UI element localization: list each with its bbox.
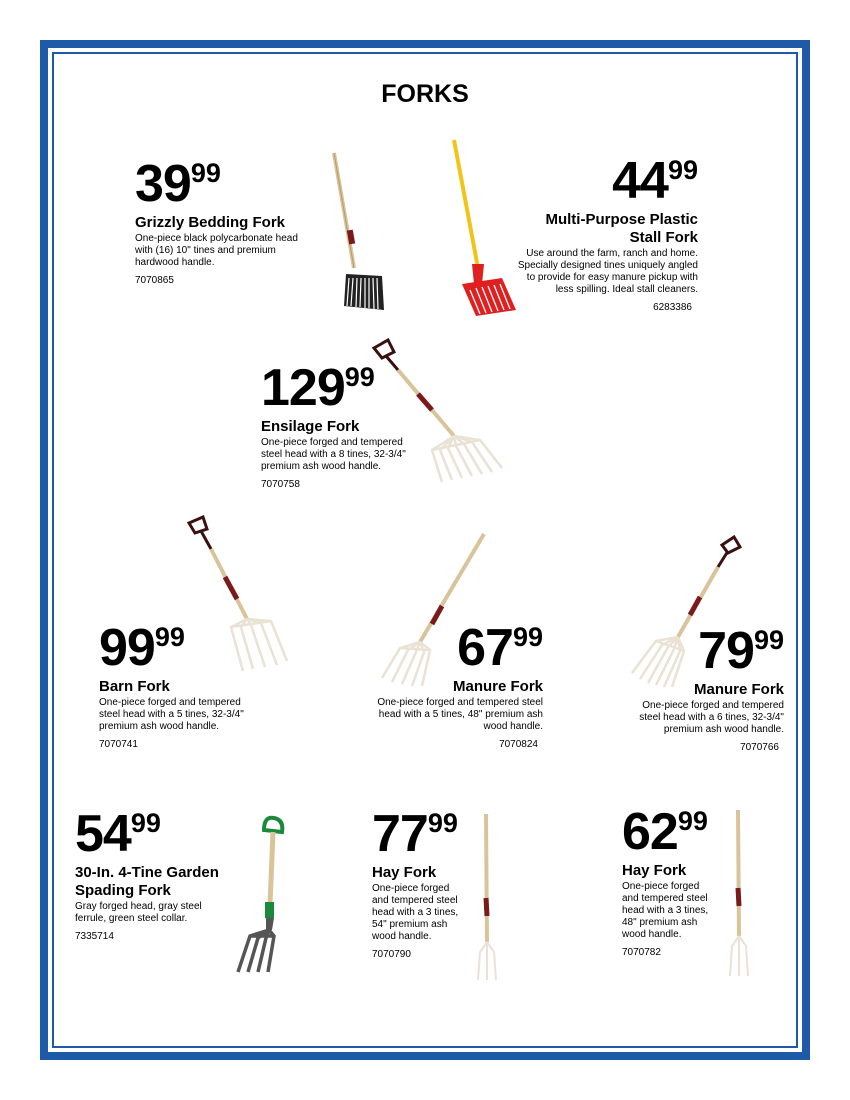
- price-dollars: 44: [612, 152, 668, 210]
- description-line: to provide for easy manure pickup with: [526, 272, 698, 283]
- description-line: One-piece forged and tempered: [99, 697, 241, 708]
- product-manure-fork-32: [594, 622, 784, 754]
- price-dollars: 77: [372, 805, 428, 863]
- product-description: [75, 901, 250, 925]
- product-name: Barn Fork: [99, 678, 170, 695]
- product-name: Grizzly Bedding Fork: [135, 214, 286, 231]
- product-name-line: Multi-Purpose Plastic: [545, 211, 698, 228]
- product-name: Manure Fork: [693, 681, 784, 698]
- product-name: Hay Fork: [372, 864, 437, 881]
- price-dollars: 79: [698, 622, 754, 680]
- price-dollars: 62: [622, 803, 678, 861]
- description-line: premium ash wood handle.: [663, 724, 784, 735]
- product-sku: 7070790: [372, 949, 411, 960]
- product-sku: 7070782: [622, 947, 661, 958]
- product-description: [261, 437, 451, 473]
- description-line: Gray forged head, gray steel: [75, 901, 202, 912]
- page-title: FORKS: [381, 80, 469, 108]
- price-dollars: 67: [457, 619, 513, 677]
- hay-fork-48-image: [724, 808, 754, 980]
- price-cents: 99: [344, 362, 375, 392]
- description-line: One-piece forged: [622, 881, 700, 892]
- price-cents: 99: [512, 622, 543, 652]
- price-dollars: 129: [261, 359, 345, 417]
- product-manure-fork-48: [355, 619, 543, 751]
- product-name: Ensilage Fork: [261, 418, 360, 435]
- price-cents: 99: [154, 622, 185, 652]
- description-line: One-piece forged and tempered steel: [377, 697, 543, 708]
- description-line: wood handle.: [372, 931, 432, 942]
- product-description: [622, 881, 732, 941]
- description-line: ferrule, green steel collar.: [75, 913, 188, 924]
- product-name-line: Spading Fork: [75, 882, 171, 899]
- price: [99, 619, 289, 677]
- product-sku: 7070824: [499, 739, 538, 750]
- product-grizzly-bedding-fork: [135, 155, 325, 287]
- description-line: wood handle.: [622, 929, 682, 940]
- product-hay-fork-54: [372, 805, 482, 961]
- price-cents: 99: [753, 625, 784, 655]
- spading-fork-image: [230, 812, 290, 977]
- description-line: Use around the farm, ranch and home.: [526, 248, 698, 259]
- description-line: steel head with a 8 tines, 32-3/4": [261, 449, 406, 460]
- price: [135, 155, 325, 213]
- product-name-line: 30-In. 4-Tine Garden: [75, 864, 219, 881]
- hay-fork-54-image: [472, 812, 502, 984]
- product-name-line: Stall Fork: [629, 229, 698, 246]
- description-line: head with a 3 tines,: [622, 905, 709, 916]
- price: [622, 803, 732, 861]
- description-line: Specially designed tines uniquely angled: [517, 260, 698, 271]
- price: [355, 619, 543, 677]
- product-barn-fork: [99, 619, 289, 751]
- bedding-fork-image: [328, 150, 388, 315]
- product-name: [75, 864, 250, 900]
- description-line: head with a 3 tines,: [372, 907, 459, 918]
- description-line: premium ash wood handle.: [99, 721, 220, 732]
- price: [594, 622, 784, 680]
- price: [261, 359, 451, 417]
- product-description: [500, 248, 698, 296]
- description-line: One-piece forged and tempered: [642, 700, 784, 711]
- product-sku: 7335714: [75, 931, 114, 942]
- description-line: with (16) 10" tines and premium: [135, 245, 276, 256]
- price-dollars: 99: [99, 619, 155, 677]
- product-spading-fork: [75, 805, 250, 943]
- price: [500, 152, 698, 210]
- description-line: One-piece forged and tempered: [261, 437, 403, 448]
- product-hay-fork-48: [622, 803, 732, 959]
- description-line: wood handle.: [483, 721, 543, 732]
- description-line: less spilling. Ideal stall cleaners.: [555, 284, 698, 295]
- description-line: 54" premium ash: [372, 919, 448, 930]
- product-description: [135, 233, 325, 269]
- product-sku: 6283386: [653, 302, 692, 313]
- description-line: steel head with a 5 tines, 32-3/4": [99, 709, 244, 720]
- price-cents: 99: [130, 808, 161, 838]
- description-line: premium ash wood handle.: [261, 461, 382, 472]
- description-line: head with a 5 tines, 48" premium ash: [378, 709, 543, 720]
- product-sku: 7070741: [99, 739, 138, 750]
- price-cents: 99: [427, 808, 458, 838]
- product-description: [99, 697, 289, 733]
- price-dollars: 39: [135, 155, 191, 213]
- product-description: [372, 883, 482, 943]
- description-line: One-piece forged: [372, 883, 450, 894]
- product-ensilage-fork: [261, 359, 451, 491]
- product-name: [500, 211, 698, 247]
- product-stall-fork: [500, 152, 698, 314]
- description-line: 48" premium ash: [622, 917, 698, 928]
- price-cents: 99: [190, 158, 221, 188]
- description-line: One-piece black polycarbonate head: [135, 233, 298, 244]
- price: [75, 805, 250, 863]
- description-line: steel head with a 6 tines, 32-3/4": [639, 712, 784, 723]
- product-sku: 7070865: [135, 275, 174, 286]
- product-sku: 7070758: [261, 479, 300, 490]
- price: [372, 805, 482, 863]
- price-cents: 99: [667, 155, 698, 185]
- product-description: [355, 697, 543, 733]
- product-sku: 7070766: [740, 742, 779, 753]
- price-dollars: 54: [75, 805, 131, 863]
- price-cents: 99: [677, 806, 708, 836]
- product-description: [594, 700, 784, 736]
- product-name: Hay Fork: [622, 862, 687, 879]
- description-line: and tempered steel: [622, 893, 708, 904]
- product-name: Manure Fork: [452, 678, 543, 695]
- description-line: and tempered steel: [372, 895, 458, 906]
- description-line: hardwood handle.: [135, 257, 215, 268]
